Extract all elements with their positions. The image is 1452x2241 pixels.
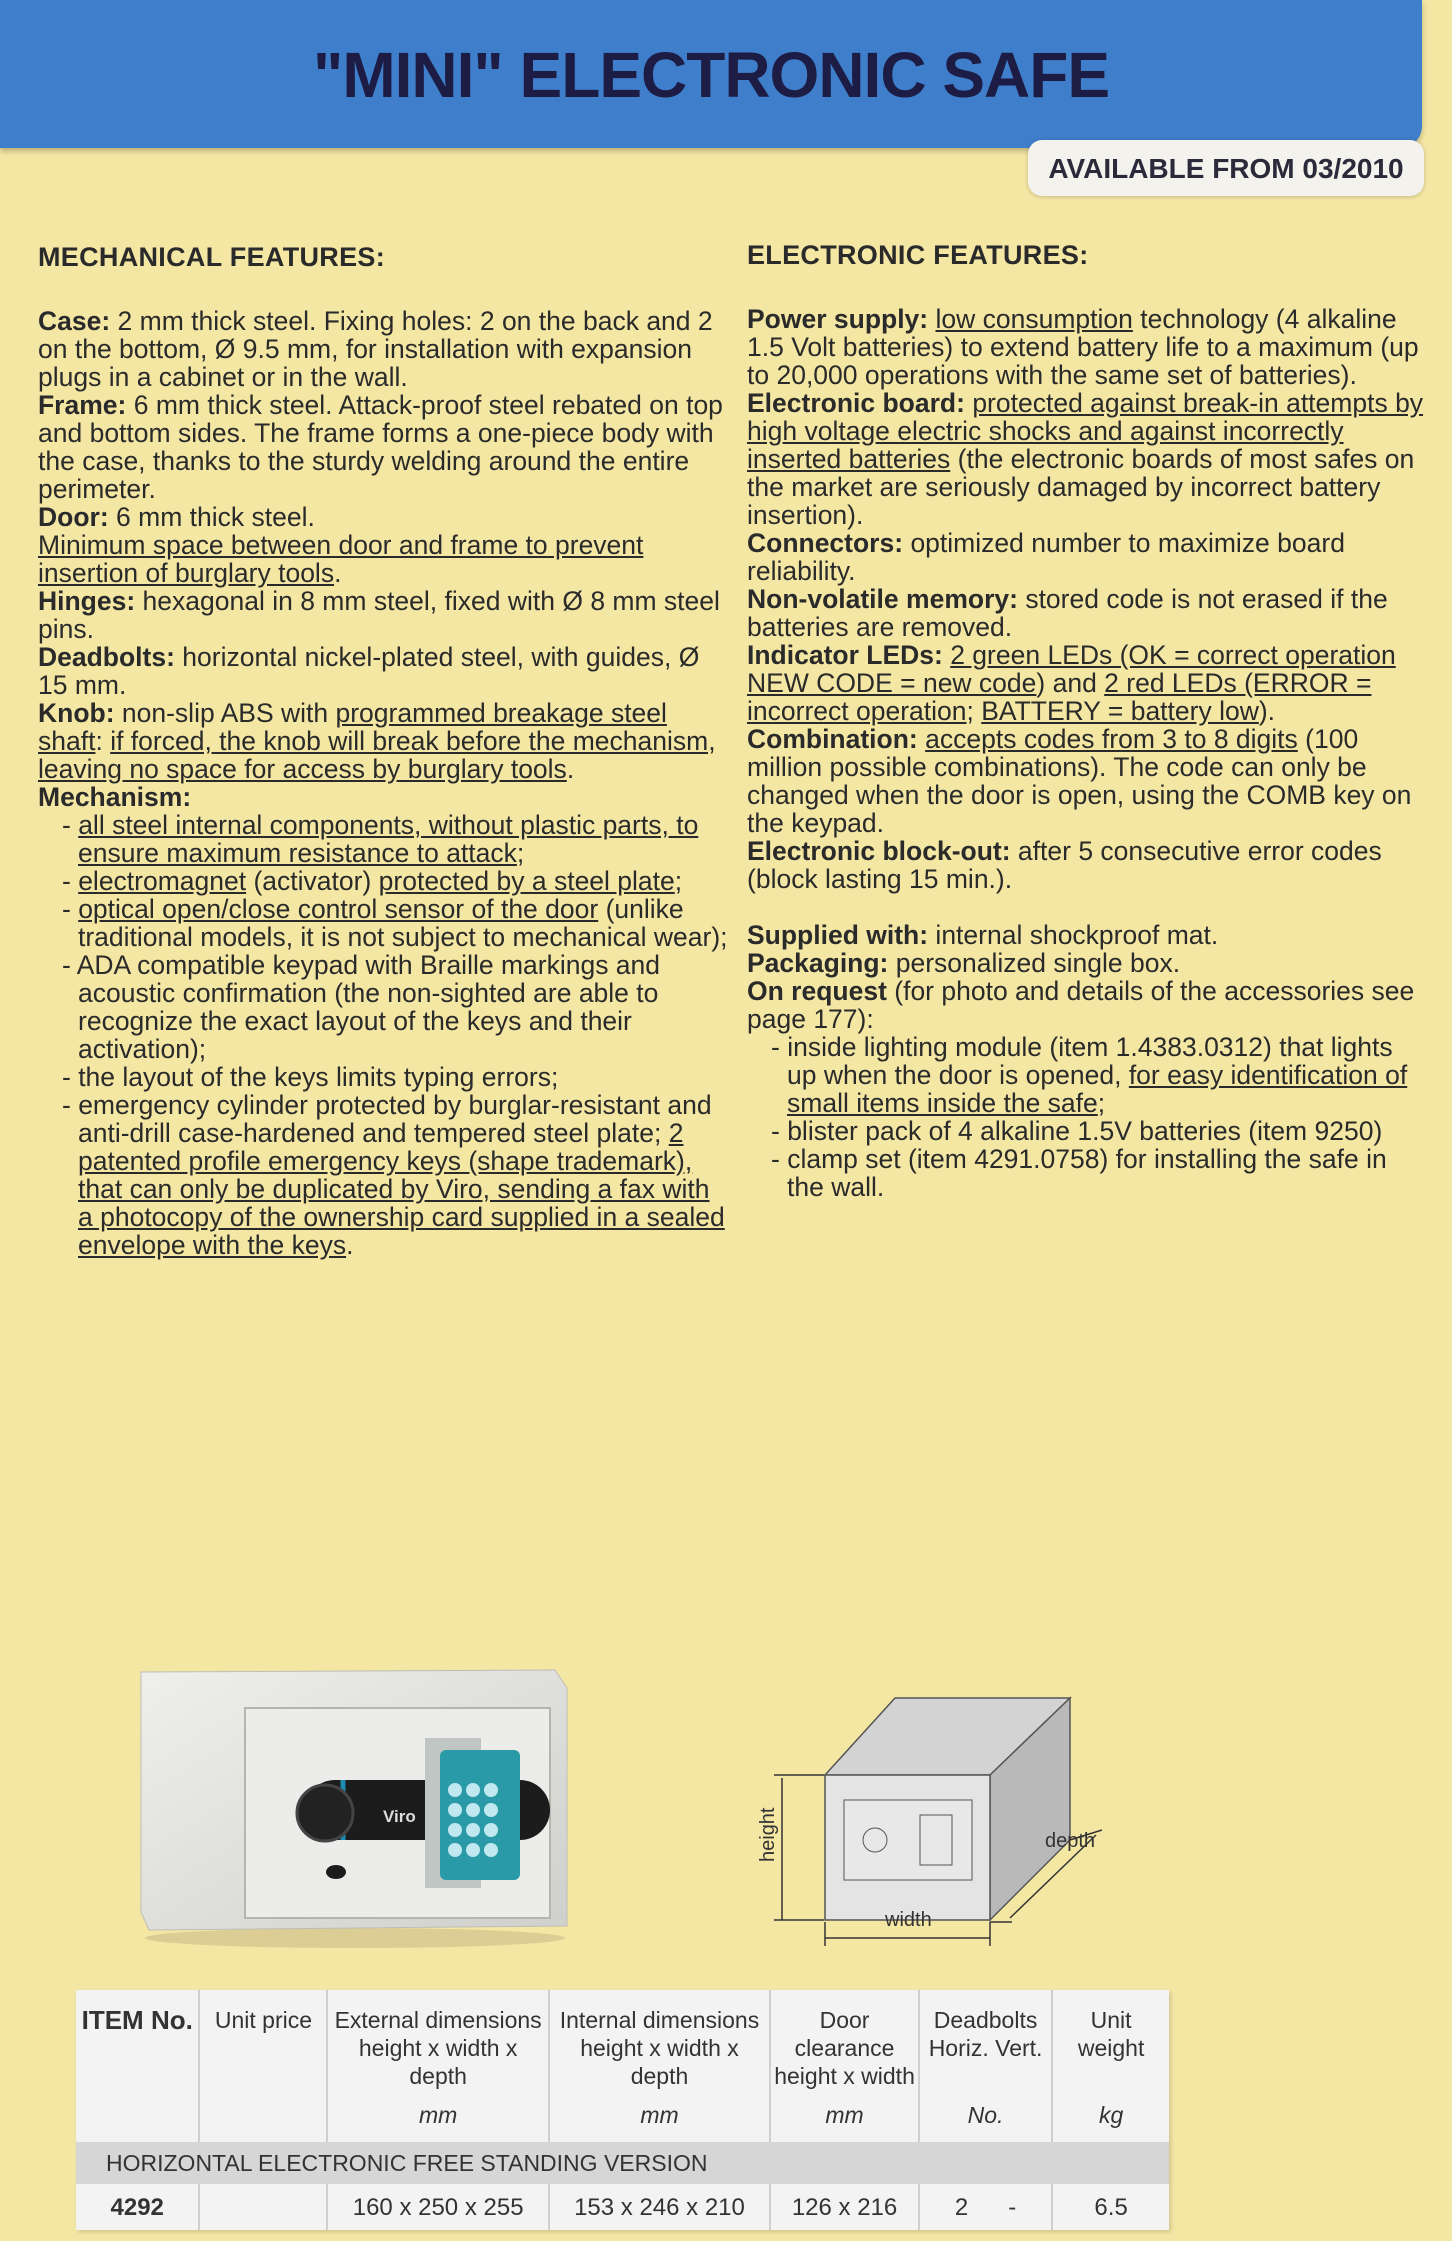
unit-cell: mm [549,2102,770,2142]
hinges-item [38,587,728,643]
safe-knob [297,1785,353,1841]
table-header-row [76,1990,1169,2102]
item-code: 4292 [76,2185,199,2230]
m2-end: ; [674,866,683,896]
r1-end: ; [1097,1088,1106,1118]
header-internal [549,1990,770,2102]
door-label: Door: [38,502,109,532]
m6-underlined: 2 patented profile emergency keys (shape trademark), that can only be duplicated by Viro, sending a fax with a photocopy of the ownership card supplied in a sealed envelope with the keys [78,1118,725,1260]
combination-underlined: accepts codes from 3 to 8 digits [925,724,1298,754]
mechanical-title: MECHANICAL FEATURES: [38,242,385,272]
memory-label: Non-volatile memory: [747,584,1018,614]
leds-underlined-2: 2 red LEDs (ERROR = incorrect operation [747,668,1372,726]
hinges-label: Hinges: [38,586,136,616]
page-title: "MINI" ELECTRONIC SAFE [312,39,1110,111]
mechanism-bullet-6: - emergency cylinder protected by burglar-resistant and anti-drill case-hardened and tempered steel plate; 2 patented profile emergency keys (shape trademark), that can only be duplicated by Viro, sending a fax with a photocopy of the ownership card supplied in a sealed envelope with the keys. [62,1090,725,1260]
leds-label: Indicator LEDs: [747,640,943,670]
power-underlined: low consumption [935,304,1133,334]
spacer [747,893,1427,921]
board-item [747,389,1427,529]
header-external [327,1990,548,2102]
leds-underlined-1: 2 green LEDs (OK = correct operation NEW CODE = new code [747,640,1396,698]
title-banner [0,0,1422,148]
key-cylinder [326,1865,346,1879]
electronic-title: ELECTRONIC FEATURES: [747,240,1089,270]
m2-underlined-2: protected by a steel plate [378,866,675,896]
request-bullet-2: - blister pack of 4 alkaline 1.5V batteries (item 9250) [771,1116,1383,1146]
m3-text: (unlike traditional models, it is not subject to mechanical wear); [78,894,728,952]
table-units-row [76,2102,1169,2142]
header-deadbolts [919,1990,1052,2102]
header-external-l2: height x width x depth [358,2035,518,2089]
header-internal-l1: Internal dimensions [559,2007,760,2033]
knob-underlined-1: programmed breakage steel shaft [38,698,667,756]
section-label: HORIZONTAL ELECTRONIC FREE STANDING VERSION [76,2142,1169,2185]
height-label: height [757,1807,779,1862]
combination-text: (100 million possible combinations). The code can only be changed when the door is open, using the COMB key on the keypad. [747,724,1412,838]
leds-underlined-3: BATTERY = battery low [981,696,1259,726]
header-unit-price [199,1990,327,2102]
request-bullet-3: - clamp set (item 4291.0758) for installing the safe in the wall. [771,1144,1387,1202]
door-clearance-cell: 126 x 216 [770,2185,919,2230]
header-external-l1: External dimensions [334,2007,542,2033]
frame-text: 6 mm thick steel. Attack-proof steel rebated on top and bottom sides. The frame forms a one-piece body with the case, thanks to the sturdy welding around the entire perimeter. [38,390,723,504]
leds-text-1: ) and [1036,668,1105,698]
unit-price-cell [199,2185,327,2230]
height-arrow [774,1775,824,1920]
combination-label: Combination: [747,724,918,754]
unit-cell [76,2102,199,2142]
brand-label: Viro [383,1807,416,1826]
mechanism-label: Mechanism: [38,782,192,812]
spec-table [76,1990,1169,2230]
knob-text1: non-slip ABS with [114,698,336,728]
knob-text2: : [95,726,111,756]
availability-badge: AVAILABLE FROM 03/2010 [1028,140,1424,196]
external-dimensions-cell: 160 x 250 x 255 [327,2185,548,2230]
door-text: 6 mm thick steel. [108,502,315,532]
combination-item [747,725,1427,837]
mechanical-features [38,243,728,1259]
frame-item [38,391,728,503]
weight-cell: 6.5 [1052,2185,1169,2230]
request-label: On request [747,976,887,1006]
table-section-row [76,2142,1169,2185]
m4-text: ADA compatible keypad with Braille markings and acoustic confirmation (the non-sighted are able to recognize the exact layout of the keys and their activation); [76,950,661,1064]
header-weight [1052,1990,1169,2102]
hinges-text: hexagonal in 8 mm steel, fixed with Ø 8 mm steel pins. [38,586,720,644]
mechanism-bullet-5: - the layout of the keys limits typing errors; [62,1062,559,1092]
mechanism-bullet-3: - optical open/close control sensor of the door (unlike traditional models, it is not subject to mechanical wear); [62,894,728,952]
electronic-features [747,241,1427,1201]
header-item-no-text: ITEM No. [81,2005,193,2035]
board-text: (the electronic boards of most safes on the market are seriously damaged by incorrect battery insertion). [747,444,1415,530]
r2-text: blister pack of 4 alkaline 1.5V batteries (item 9250) [787,1116,1383,1146]
unit-cell: mm [770,2102,919,2142]
m2-text: (activator) [246,866,379,896]
knob-end: . [566,754,575,784]
header-deadbolts-l2: Horiz. Vert. [928,2035,1043,2061]
r1-underlined: for easy identification of small items inside the safe [787,1060,1408,1118]
mechanism-item [38,783,728,811]
blockout-label: Electronic block-out: [747,836,1011,866]
mechanism-bullet-1: - all steel internal components, without plastic parts, to ensure maximum resistance to attack; [62,810,699,868]
header-weight-l2: weight [1077,2035,1145,2061]
header-internal-l2: height x width x depth [580,2035,739,2089]
deadbolts-label: Deadbolts: [38,642,175,672]
blockout-text: after 5 consecutive error codes (block lasting 15 min.). [747,836,1382,894]
door-item [38,503,728,587]
header-door-l2: height x width [774,2063,915,2089]
knob-label: Knob: [38,698,115,728]
supplied-item [747,921,1427,949]
header-unit-price-text: Unit price [214,2007,313,2033]
mechanism-bullet-4: - ADA compatible keypad with Braille markings and acoustic confirmation (the non-sighted are able to recognize the exact layout of the keys and their activation); [62,950,661,1064]
m2-underlined-1: electromagnet [78,866,247,896]
table-row [76,2185,1169,2230]
depth-label: depth [1045,1830,1096,1852]
packaging-text: personalized single box. [888,948,1181,978]
memory-item [747,585,1427,641]
frame-label: Frame: [38,390,127,420]
connectors-label: Connectors: [747,528,904,558]
m3-underlined: optical open/close control sensor of the door [78,894,599,924]
unit-cell: mm [327,2102,548,2142]
supplied-label: Supplied with: [747,920,929,950]
knob-underlined-2: if forced, the knob will break before the mechanism, leaving no space for access by burglary tools [38,726,716,784]
power-item [747,305,1427,389]
leds-text-2: ; [966,696,982,726]
power-text: technology (4 alkaline 1.5 Volt batteries) to extend battery life to a maximum (up to 20,000 operations with the same set of batteries). [747,304,1419,390]
r1-text: inside lighting module (item 1.4383.0312) that lights up when the door is opened, [787,1032,1393,1090]
connectors-text: optimized number to maximize board reliability. [747,528,1345,586]
m6-text: emergency cylinder protected by burglar-resistant and anti-drill case-hardened and tempered steel plate; [78,1090,712,1148]
header-door-l1: Door clearance [794,2007,895,2061]
packaging-item [747,949,1427,977]
case-label: Case: [38,306,111,336]
request-bullet-1: - inside lighting module (item 1.4383.0312) that lights up when the door is opened, for easy identification of small items inside the safe; [771,1032,1408,1118]
power-space [928,304,935,334]
leds-item [747,641,1427,725]
internal-dimensions-cell: 153 x 246 x 210 [549,2185,770,2230]
request-text: (for photo and details of the accessories see page 177): [747,976,1415,1034]
m6-end: . [346,1230,354,1260]
m1-underlined: all steel internal components, without plastic parts, to ensure maximum resistance to attack [78,810,699,868]
request-item [747,977,1427,1033]
case-item [38,307,728,391]
blockout-item [747,837,1427,893]
header-door [770,1990,919,2102]
memory-text: stored code is not erased if the batteries are removed. [747,584,1388,642]
header-deadbolts-l1: Deadbolts [933,2007,1038,2033]
mechanism-bullet-2: - electromagnet (activator) protected by a steel plate; [62,866,683,896]
unit-cell [199,2102,327,2142]
board-underlined: protected against break-in attempts by high voltage electric shocks and against incorrectly inserted batteries [747,388,1424,474]
header-item-no [76,1990,199,2102]
packaging-label: Packaging: [747,948,889,978]
connectors-item [747,529,1427,585]
m1-end: ; [516,838,525,868]
knob-item [38,699,728,783]
deadbolts-item [38,643,728,699]
door-end: . [334,558,342,588]
safe-photo [135,1668,575,1950]
m5-text: the layout of the keys limits typing errors; [78,1062,559,1092]
header-weight-l1: Unit [1090,2007,1132,2033]
case-text: 2 mm thick steel. Fixing holes: 2 on the back and 2 on the bottom, Ø 9.5 mm, for installation with expansion plugs in a cabinet or in the wall. [38,306,713,392]
unit-cell: kg [1098,2102,1124,2128]
dimension-diagram [740,1690,1160,1955]
deadbolts-text: horizontal nickel-plated steel, with guides, Ø 15 mm. [38,642,700,700]
power-label: Power supply: [747,304,929,334]
safe-box-drawing [825,1698,1070,1920]
supplied-text: internal shockproof mat. [928,920,1219,950]
shadow [145,1928,565,1948]
deadbolts-cell: 2 - [919,2185,1052,2230]
unit-cell: No. [919,2102,1052,2142]
door-underlined: Minimum space between door and frame to prevent insertion of burglary tools [38,530,644,588]
board-label: Electronic board: [747,388,965,418]
leds-end: ). [1258,696,1276,726]
r3-text: clamp set (item 4291.0758) for installing the safe in the wall. [787,1144,1387,1202]
width-label: width [885,1909,932,1931]
